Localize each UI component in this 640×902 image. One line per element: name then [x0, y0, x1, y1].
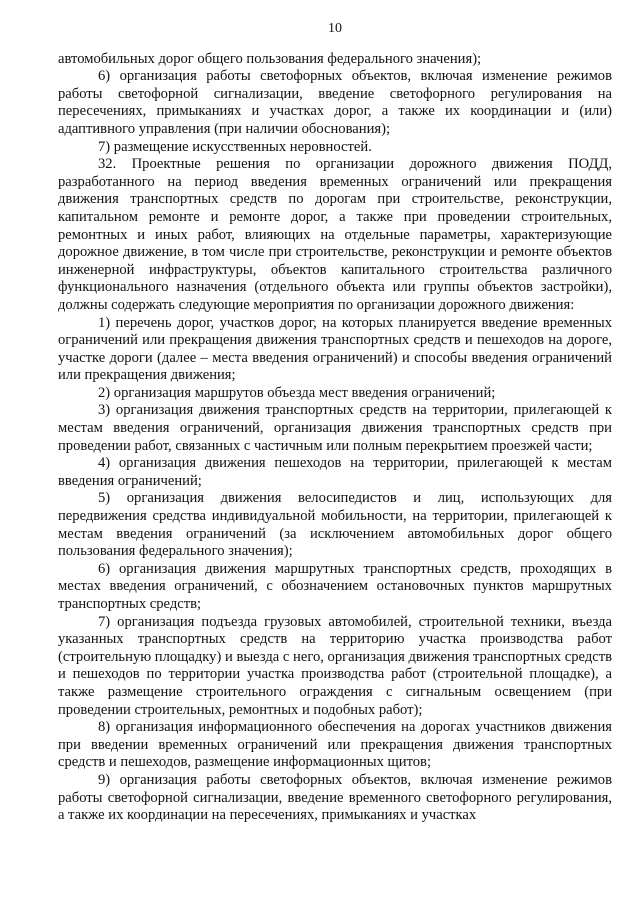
paragraph-item-3-vehicle-traffic: 3) организация движения транспортных средств на территории, прилегающей к местам введения ограничений, организация движения транспортных средств при проведении работ, связанных с частичным или полным перекрытием проезжей части;	[58, 402, 612, 454]
paragraph-item-5-cyclists: 5) организация движения велосипедистов и лиц, использующих для передвижения средства индивидуальной мобильности, на территории, прилегающей к местам введения ограничений (за исключением автомобильных дорог общего пользования федерального значения);	[58, 490, 612, 560]
paragraph-clause-32: 32. Проектные решения по организации дорожного движения ПОДД, разработанного на период введения временных ограничений или прекращения движения транспортных средств по дорогам при строительстве, реконструкции, капитальном ремонте и ремонте дорог, а также при проведении строительных, ремонтных и иных работ, влияющих на отдельные параметры, характеризующие дорожное движение, в том числе при строительстве, реконструкции и ремонте объектов инженерной инфраструктуры, объектов капитального строительства различного функционального назначения (отдельного объекта или группы объектов застройки), должны содержать следующие мероприятия по организации дорожного движения:	[58, 156, 612, 313]
page-number: 10	[328, 21, 342, 36]
paragraph-item-4-pedestrians: 4) организация движения пешеходов на территории, прилегающей к местам введения ограничений;	[58, 455, 612, 489]
paragraph-item-7-speed-bumps: 7) размещение искусственных неровностей.	[98, 138, 372, 155]
paragraph-item-9-traffic-lights: 9) организация работы светофорных объектов, включая изменение режимов работы светофорной сигнализации, введение временного светофорного регулирования, а также их координации на пересечениях, примыканиях и участках	[58, 771, 612, 824]
paragraph-item-2-detours: 2) организация маршрутов объезда мест введения ограничений;	[98, 384, 496, 401]
paragraph-continuation: автомобильных дорог общего пользования федерального значения);	[58, 50, 482, 67]
paragraph-item-8-information: 8) организация информационного обеспечения на дорогах участников движения при введении временных ограничений или прекращения движения транспортных средств и пешеходов, размещение информационных щитов;	[58, 719, 612, 771]
paragraph-item-6-route-transport: 6) организация движения маршрутных транспортных средств, проходящих в местах введения ограничений, с обозначением остановочных пунктов маршрутных транспортных средств;	[58, 560, 612, 612]
paragraph-item-1-road-list: 1) перечень дорог, участков дорог, на которых планируется введение временных ограничений или прекращения движения транспортных средств и пешеходов на дороге, участке дороги (далее – места введения ограничений) и способы введения ограничений или прекращения движения;	[58, 314, 612, 384]
paragraph-item-7-construction-access: 7) организация подъезда грузовых автомобилей, строительной техники, въезда указанных транспортных средств на территорию участка производства работ (строительную площадку) и выезда с него, организация движения транспортных средств и пешеходов по территории участка производства работ (строительной площадке), а также размещение строительного ограждения с сигнальным освещением (при проведении строительных, ремонтных и подобных работ);	[58, 613, 612, 718]
paragraph-item-6-traffic-lights: 6) организация работы светофорных объектов, включая изменение режимов работы светофорной сигнализации, введение светофорного регулирования на пересечениях, примыканиях и участках дорог, а также их координации и (или) адаптивного управления (при наличии обоснования);	[58, 68, 612, 137]
